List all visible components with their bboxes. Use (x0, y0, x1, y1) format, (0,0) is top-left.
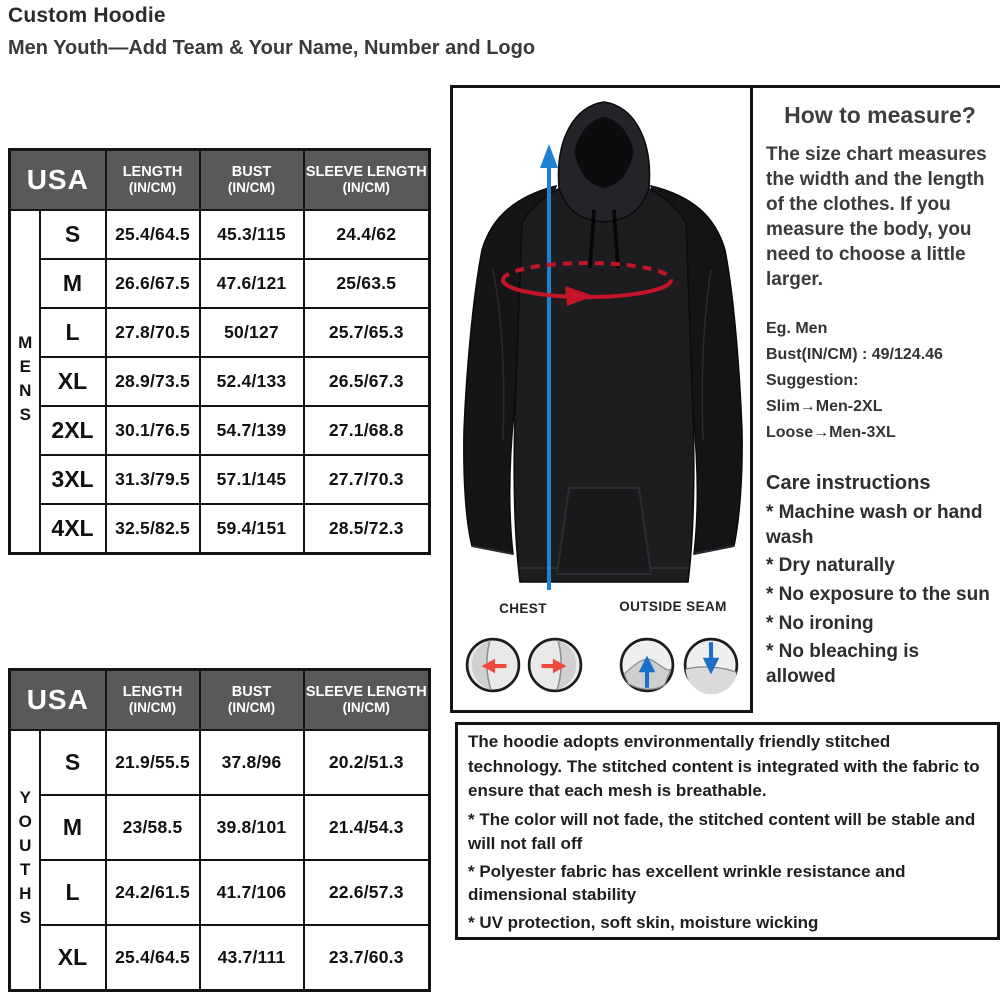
size-cell: M (40, 795, 106, 860)
how-to-measure-heading: How to measure? (784, 102, 976, 128)
length-cell: 25.4/64.5 (106, 925, 200, 990)
mens-table-header (10, 150, 430, 211)
care-item: * No bleaching is allowed (766, 641, 920, 688)
table-row (10, 357, 430, 406)
sleeve-cell: 24.4/62 (304, 210, 430, 259)
length-cell: 25.4/64.5 (106, 210, 200, 259)
outside-seam-icon-down (682, 636, 740, 694)
page-title: Custom Hoodie (8, 4, 166, 27)
table-row (10, 210, 430, 259)
length-cell: 21.9/55.5 (106, 730, 200, 795)
table-row (10, 455, 430, 504)
size-cell: XL (40, 357, 106, 406)
header-bust: BUST (IN/CM) (200, 150, 304, 211)
size-cell: 2XL (40, 406, 106, 455)
sleeve-cell: 21.4/54.3 (304, 795, 430, 860)
outside-seam-label: OUTSIDE SEAM (619, 599, 727, 614)
length-cell: 24.2/61.5 (106, 860, 200, 925)
mens-size-table (8, 148, 431, 555)
care-instructions-heading: Care instructions (766, 472, 931, 494)
bust-cell: 39.8/101 (200, 795, 304, 860)
care-instructions-list (766, 501, 994, 690)
header-usa: USA (10, 670, 106, 731)
bust-cell: 59.4/151 (200, 504, 304, 553)
bust-cell: 37.8/96 (200, 730, 304, 795)
how-to-measure-body: The size chart measures the width and the length of the clothes. If you measure the body, you need to choose a little larger. (766, 144, 987, 291)
youths-size-table (8, 668, 431, 992)
length-cell: 26.6/67.5 (106, 259, 200, 308)
chest-label: CHEST (499, 601, 547, 616)
table-row (10, 259, 430, 308)
sleeve-cell: 27.1/68.8 (304, 406, 430, 455)
size-cell: L (40, 860, 106, 925)
sleeve-cell: 20.2/51.3 (304, 730, 430, 795)
table-row (10, 504, 430, 553)
care-item: * No ironing (766, 612, 874, 634)
header-sleeve: SLEEVE LENGTH (IN/CM) (304, 150, 430, 211)
outside-seam-icon-up (618, 636, 676, 694)
header-bust: BUST (IN/CM) (200, 670, 304, 731)
sleeve-cell: 27.7/70.3 (304, 455, 430, 504)
table-row (10, 730, 430, 795)
bust-cell: 45.3/115 (200, 210, 304, 259)
header-sleeve: SLEEVE LENGTH (IN/CM) (304, 670, 430, 731)
youths-table-header (10, 670, 430, 731)
size-cell: M (40, 259, 106, 308)
hoodie-image (453, 90, 750, 595)
length-cell: 27.8/70.5 (106, 308, 200, 357)
size-cell: 4XL (40, 504, 106, 553)
size-cell: S (40, 210, 106, 259)
youths-group-label: YOUTHS (10, 730, 40, 990)
length-cell: 32.5/82.5 (106, 504, 200, 553)
sleeve-cell: 23.7/60.3 (304, 925, 430, 990)
size-cell: XL (40, 925, 106, 990)
description-bullet: * Polyester fabric has excellent wrinkle resistance and dimensional stability (468, 861, 906, 905)
size-cell: S (40, 730, 106, 795)
table-row (10, 406, 430, 455)
care-item: * Dry naturally (766, 555, 895, 577)
bust-cell: 57.1/145 (200, 455, 304, 504)
size-suggestion-block (766, 316, 994, 446)
header-usa: USA (10, 150, 106, 211)
suggestion-line: Slim→Men-2XL (766, 398, 883, 416)
bust-cell: 43.7/111 (200, 925, 304, 990)
description-intro: The hoodie adopts environmentally friendly stitched technology. The stitched content is integrated with the fabric to ensure that each mesh is breathable. (468, 732, 980, 801)
bust-cell: 41.7/106 (200, 860, 304, 925)
size-cell: 3XL (40, 455, 106, 504)
bust-cell: 52.4/133 (200, 357, 304, 406)
how-to-measure-panel (753, 85, 1000, 722)
care-item: * No exposure to the sun (766, 584, 990, 606)
size-cell: L (40, 308, 106, 357)
header-length: LENGTH (IN/CM) (106, 150, 200, 211)
sleeve-cell: 22.6/57.3 (304, 860, 430, 925)
table-row (10, 795, 430, 860)
description-bullet: * The color will not fade, the stitched content will be stable and will not fall off (468, 809, 976, 853)
sleeve-cell: 28.5/72.3 (304, 504, 430, 553)
header-length: LENGTH (IN/CM) (106, 670, 200, 731)
suggestion-line: Bust(IN/CM) : 49/124.46 (766, 346, 943, 364)
sleeve-cell: 26.5/67.3 (304, 357, 430, 406)
chest-measure-icon-right (526, 636, 584, 694)
table-row (10, 308, 430, 357)
suggestion-line: Suggestion: (766, 372, 859, 390)
length-cell: 30.1/76.5 (106, 406, 200, 455)
page-subtitle: Men Youth—Add Team & Your Name, Number and Logo (8, 37, 536, 59)
sleeve-cell: 25.7/65.3 (304, 308, 430, 357)
length-cell: 31.3/79.5 (106, 455, 200, 504)
bust-cell: 54.7/139 (200, 406, 304, 455)
chest-measure-icon-left (464, 636, 522, 694)
product-description-box (455, 722, 1000, 940)
length-cell: 23/58.5 (106, 795, 200, 860)
measure-figure-box (450, 85, 753, 713)
bust-cell: 47.6/121 (200, 259, 304, 308)
sleeve-cell: 25/63.5 (304, 259, 430, 308)
table-row (10, 860, 430, 925)
bust-cell: 50/127 (200, 308, 304, 357)
suggestion-line: Eg. Men (766, 320, 828, 338)
mens-group-label: MENS (10, 210, 40, 553)
care-item: * Machine wash or hand wash (766, 502, 983, 548)
description-bullet: * UV protection, soft skin, moisture wicking (468, 913, 819, 933)
length-cell: 28.9/73.5 (106, 357, 200, 406)
table-row (10, 925, 430, 990)
suggestion-line: Loose→Men-3XL (766, 424, 896, 442)
